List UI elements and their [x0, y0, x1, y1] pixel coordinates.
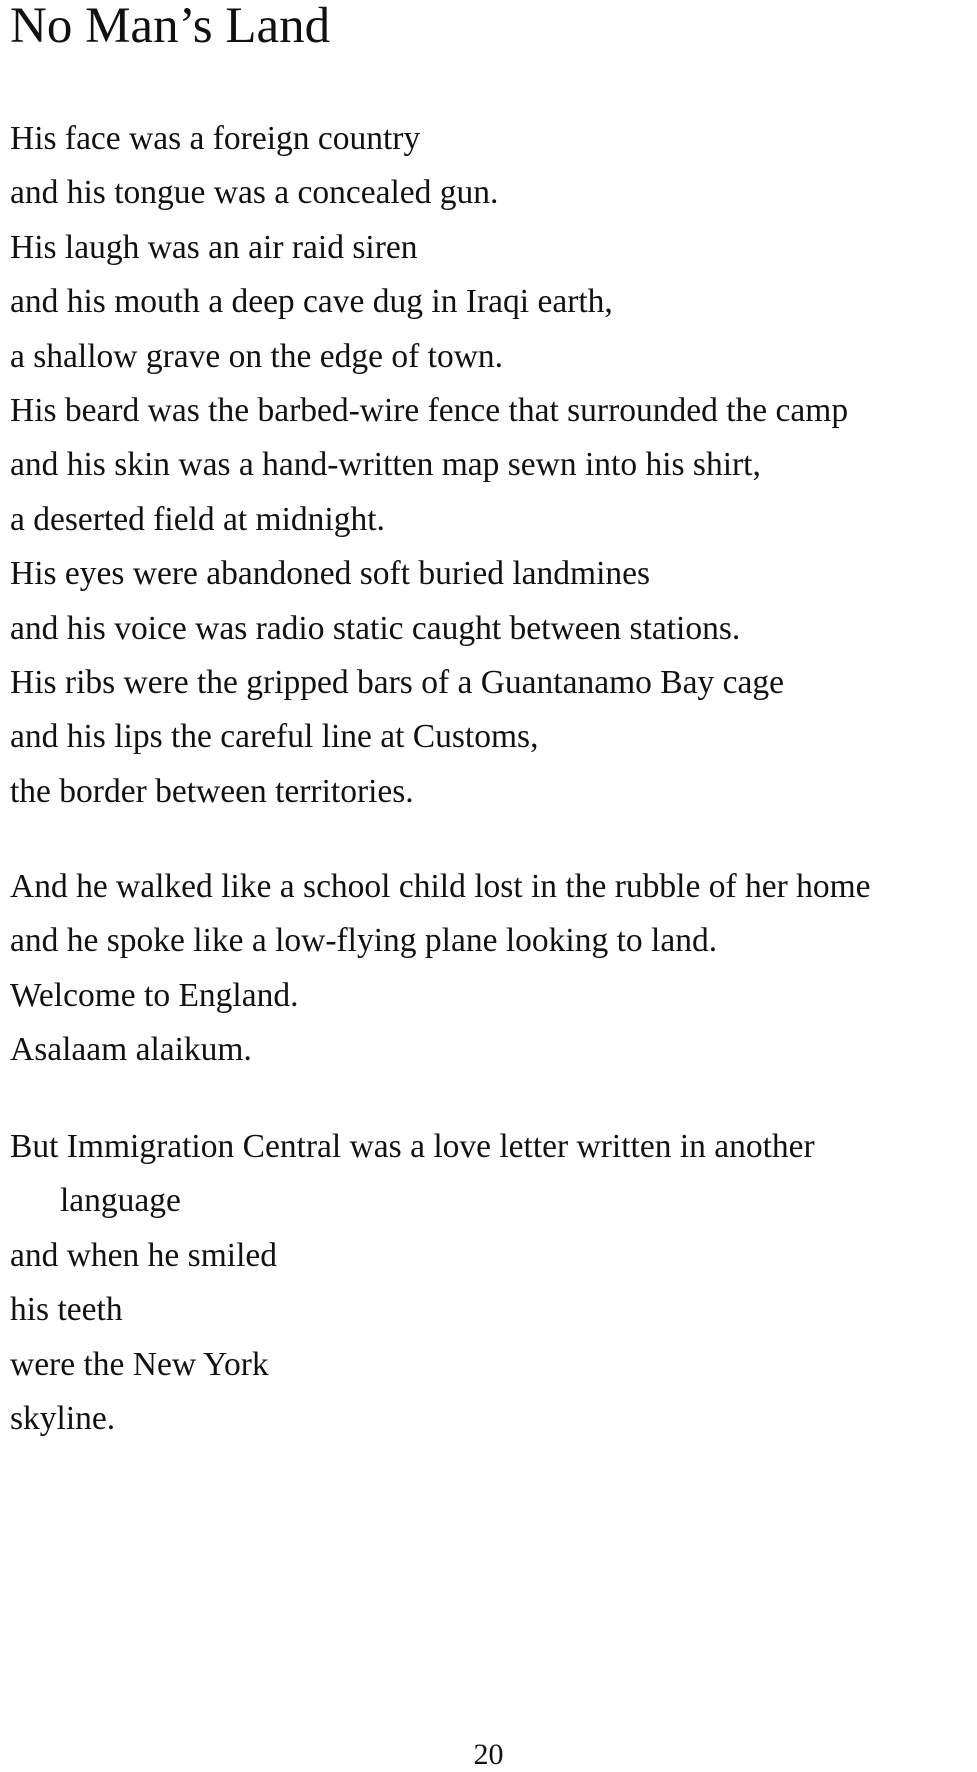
- poem-line: and he spoke like a low-flying plane looking to land.: [10, 922, 718, 960]
- poem-line: and his tongue was a concealed gun.: [10, 174, 499, 212]
- poem-line: and his skin was a hand-written map sewn into his shirt,: [10, 446, 761, 484]
- page-number: 20: [473, 1738, 504, 1771]
- poem-line: Welcome to England.: [10, 976, 299, 1014]
- poem-line: his teeth: [10, 1291, 123, 1329]
- poem-title: No Man’s Land: [10, 0, 331, 54]
- poem-line: And he walked like a school child lost in the rubble of her home: [10, 868, 871, 905]
- stanza-2: [10, 860, 871, 1078]
- poem-line: His face was a foreign country: [10, 120, 421, 157]
- poem-line: skyline.: [10, 1399, 116, 1437]
- poem-line: But Immigration Central was a love letter written in another: [10, 1128, 815, 1165]
- poem-line: His laugh was an air raid siren: [10, 228, 418, 266]
- stanza-1: [10, 112, 848, 819]
- poem-line: and his mouth a deep cave dug in Iraqi earth,: [10, 283, 613, 321]
- poem-line: His ribs were the gripped bars of a Guantanamo Bay cage: [10, 663, 784, 701]
- poem-line: His beard was the barbed-wire fence that surrounded the camp: [10, 391, 849, 429]
- poem-line: Asalaam alaikum.: [10, 1031, 252, 1069]
- poem-line: and his voice was radio static caught between stations.: [10, 609, 741, 647]
- poem-line: a shallow grave on the edge of town.: [10, 337, 504, 375]
- poem-line: and when he smiled: [10, 1236, 278, 1274]
- poem-line: a deserted field at midnight.: [10, 500, 385, 538]
- poem-line: were the New York: [10, 1345, 269, 1383]
- poem-line: His eyes were abandoned soft buried landmines: [10, 555, 651, 593]
- poem-line-continuation: language: [60, 1182, 181, 1220]
- stanza-3: [10, 1120, 815, 1446]
- poem-line: the border between territories.: [10, 772, 414, 810]
- poem-line: and his lips the careful line at Customs,: [10, 718, 539, 756]
